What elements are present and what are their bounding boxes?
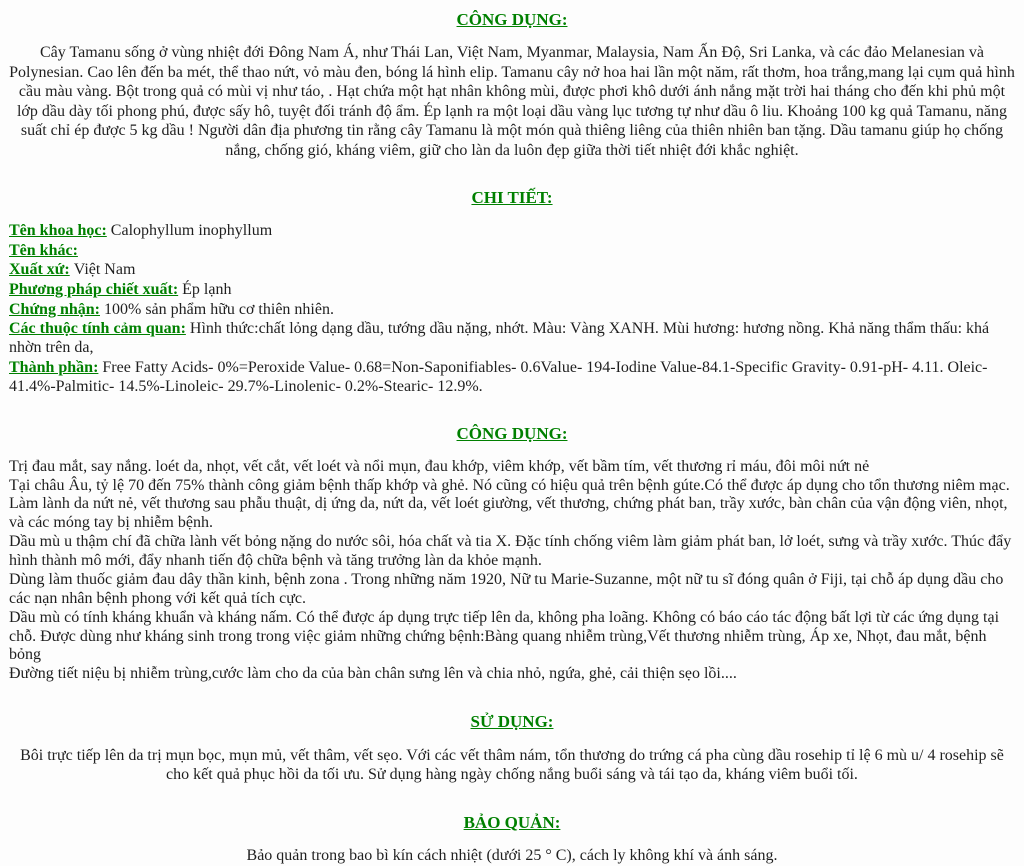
field-value: Việt Nam: [73, 261, 136, 279]
section-heading-bao-quan: BẢO QUẢN:: [463, 812, 561, 832]
section-heading-chi-tiet: CHI TIẾT:: [471, 188, 553, 208]
section-heading-cong-dung-1: CÔNG DỤNG:: [456, 10, 568, 29]
field-value: Free Fatty Acids- 0%=Peroxide Value- 0.68=Non-Saponifiables- 0.6Value- 194-Iodine Value-84.1-Specific Gravity- 0.91-pH- 4.11. Oleic- 41.4%-Palmitic- 14.5%-Linoleic- 29.7%-Linolenic- 0.2%-Stearic- 12.9%.: [9, 358, 988, 395]
usage-paragraph: Bôi trực tiếp lên da trị mụn bọc, mụn mủ, vết thâm, vết sẹo. Với các vết thâm nám, tổn thương do trứng cá pha cùng dầu rosehip tỉ lệ 6 mù u/ 4 rosehip sẽ cho kết quả phục hồi da tối ưu. Sử dụng hàng ngày chống nắng buổi sáng và tái tạo da, kháng viêm buổi tối.: [20, 746, 1004, 784]
field-xuat-xu: [9, 261, 1015, 280]
storage-paragraph: Bảo quản trong bao bì kín cách nhiệt (dưới 25 ° C), cách ly không khí và ánh sáng.: [246, 847, 778, 865]
field-thanh-phan: [9, 359, 1015, 396]
field-label: Các thuộc tính cảm quan:: [9, 320, 186, 338]
field-cac-thuoc-tinh-cam-quan: [9, 320, 1015, 357]
detail-fields: [9, 222, 1015, 396]
field-label: Xuất xứ:: [9, 261, 70, 279]
field-value: 100% sản phẩm hữu cơ thiên nhiên.: [103, 300, 334, 318]
field-label: Chứng nhận:: [9, 300, 100, 318]
use-line: Trị đau mắt, say nắng. loét da, nhọt, vết cắt, vết loét và nổi mụn, đau khớp, viêm khớp, vết bầm tím, vết thương rỉ máu, đôi môi nứt nẻ: [9, 457, 870, 475]
intro-paragraph: Cây Tamanu sống ở vùng nhiệt đới Đông Nam Á, như Thái Lan, Việt Nam, Myanmar, Malaysia, Nam Ấn Độ, Sri Lanka, và các đảo Melanesian và Polynesian. Cao lên đến ba mét, thể thao nứt, vỏ màu đen, bóng lá hình elip. Tamanu cây nở hoa hai lần một năm, rất thơm, hoa trắng,mang lại cụm quả hình cầu màu vàng. Bột trong quả có mùi vị như táo, . Hạt chứa một hạt nhân không mùi, được phơi khô dưới ánh nắng mặt trời hai tháng cho đến khi phủ một lớp dầu dày tối phong phú, được sấy hô, tuyệt đối tránh độ ẩm. Ép lạnh ra một loại dầu vàng lục tương tự như dầu ô liu. Khoảng 100 kg quả Tamanu, năng suất chỉ ép được 5 kg dầu ! Người dân địa phương tin rằng cây Tamanu là một món quà thiêng liêng của thiên nhiên ban tặng. Dầu tamanu giúp họ chống nắng, chống gió, kháng viêm, giữ cho làn da luôn đẹp giữa thời tiết nhiệt đới khắc nghiệt.: [9, 44, 1015, 159]
field-value: Hình thức:chất lỏng dạng dầu, tướng dầu nặng, nhớt. Màu: Vàng XANH. Mùi hương: hương nồng. Khả năng thẩm thấu: khá nhờn trên da,: [9, 320, 990, 357]
field-value: Calophyllum inophyllum: [110, 221, 273, 239]
use-line: Dầu mù có tính kháng khuẩn và kháng nấm. Có thể được áp dụng trực tiếp lên da, không pha loãng. Không có báo cáo tác động bất lợi từ các ứng dụng tại chỗ. Được dùng như kháng sinh trong trong việc giảm những chứng bệnh:Bàng quang nhiễm trùng,Vết thương nhiễm trùng, Áp xe, Nhọt, đau mắt, bệnh bỏng: [9, 608, 1000, 664]
section-heading-su-dung: SỬ DỤNG:: [470, 712, 554, 732]
field-ten-khac: [9, 242, 1015, 261]
use-line: Dùng làm thuốc giảm đau dây thần kinh, bệnh zona . Trong những năm 1920, Nữ tu Marie-Suzanne, một nữ tu sĩ đóng quân ở Fiji, tại chỗ áp dụng dầu cho các nạn nhân bệnh phong với kết quả tích cực.: [9, 570, 1004, 607]
field-chung-nhan: [9, 301, 1015, 320]
use-line: Tại châu Âu, tỷ lệ 70 đến 75% thành công giảm bệnh thấp khớp và ghẻ. Nó cũng có hiệu quả trên bệnh gúte.Có thể được áp dụng cho tổn thương niêm mạc. Làm lành da nứt nẻ, vết thương sau phẫu thuật, dị ứng da, nứt da, vết loét giường, vết thương, chứng phát ban, trầy xước, bàn chân của vận động viên, nhọt, và các móng tay bị nhiễm bệnh.: [9, 476, 1010, 532]
use-line: Đường tiết niệu bị nhiễm trùng,cước làm cho da của bàn chân sưng lên và chia nhỏ, ngứa, ghẻ, cải thiện sẹo lồi....: [9, 665, 737, 683]
use-line: Dầu mù u thậm chí đã chữa lành vết bỏng nặng do nước sôi, hóa chất và tia X. Đặc tính chống viêm làm giảm phát ban, lở loét, sưng và trầy xước. Thúc đẩy hình thành mô mới, đẩy nhanh tiến độ chữa bệnh và tăng trưởng làn da khỏe mạnh.: [9, 533, 1012, 570]
field-ten-khoa-hoc: [9, 222, 1015, 241]
field-label: Thành phần:: [9, 358, 99, 376]
field-phuong-phap-chiet-xuat: [9, 281, 1015, 300]
field-label: Phương pháp chiết xuất:: [9, 281, 179, 299]
section-heading-cong-dung-2: CÔNG DỤNG:: [456, 424, 568, 444]
field-value: [78, 242, 82, 259]
field-label: Tên khoa học:: [9, 221, 107, 239]
uses-list: [9, 458, 1015, 685]
field-value: Ép lạnh: [182, 281, 232, 299]
field-label: Tên khác:: [9, 241, 78, 259]
